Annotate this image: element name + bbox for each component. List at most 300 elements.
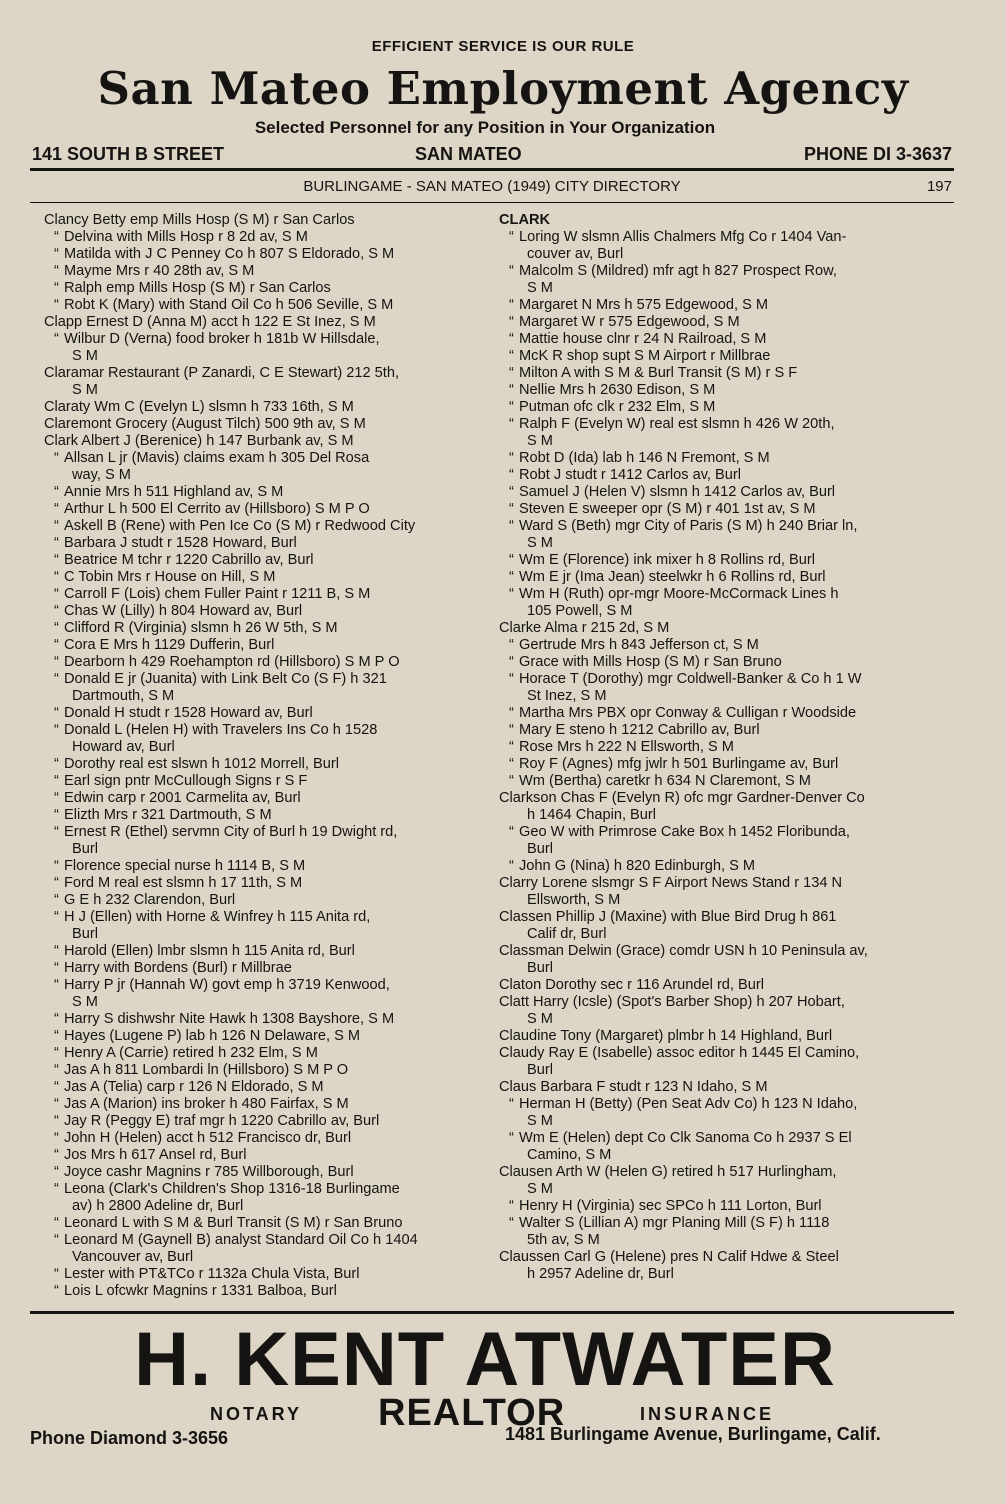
- directory-entry: [499, 467, 957, 484]
- entry-text: Samuel J (Helen V) slsmn h 1412 Carlos av, Burl: [519, 484, 836, 500]
- directory-entry: [499, 790, 957, 807]
- directory-entry: [44, 926, 502, 943]
- entry-text: C Tobin Mrs r House on Hill, S M: [64, 569, 276, 585]
- ditto-mark: “: [509, 314, 514, 330]
- entry-text: S M: [72, 994, 98, 1010]
- directory-entry: [499, 722, 957, 739]
- ditto-mark: “: [54, 603, 59, 619]
- entry-text: S M: [527, 1181, 553, 1197]
- ditto-mark: “: [509, 722, 514, 738]
- ditto-mark: “: [509, 1215, 514, 1231]
- ditto-mark: “: [54, 1266, 59, 1282]
- entry-text: Martha Mrs PBX opr Conway & Culligan r Woodside: [519, 705, 857, 721]
- directory-entry: [499, 433, 957, 450]
- entry-text: Calif dr, Burl: [527, 926, 607, 942]
- entry-text: Rose Mrs h 222 N Ellsworth, S M: [519, 739, 734, 755]
- entry-text: Milton A with S M & Burl Transit (S M) r S F: [519, 365, 798, 381]
- directory-entry: [44, 671, 502, 688]
- directory-entry: [44, 1283, 502, 1300]
- ditto-mark: “: [54, 671, 59, 687]
- directory-entry: [499, 841, 957, 858]
- entry-text: Robt J studt r 1412 Carlos av, Burl: [519, 467, 741, 483]
- directory-entry: [499, 1215, 957, 1232]
- directory-entry: [44, 1232, 502, 1249]
- realtor-address: 1481 Burlingame Avenue, Burlingame, Calif.: [505, 1424, 881, 1444]
- ditto-mark: “: [509, 1096, 514, 1112]
- entry-text: Robt K (Mary) with Stand Oil Co h 506 Seville, S M: [64, 297, 394, 313]
- ditto-mark: “: [509, 705, 514, 721]
- directory-entry: [44, 1130, 502, 1147]
- directory-entry: [44, 501, 502, 518]
- directory-entry: [499, 518, 957, 535]
- directory-entry: [44, 790, 502, 807]
- entry-text: Mattie house clnr r 24 N Railroad, S M: [519, 331, 767, 347]
- ditto-mark: “: [509, 331, 514, 347]
- ditto-mark: “: [54, 246, 59, 262]
- directory-entry: [499, 1249, 957, 1266]
- directory-entry: [499, 314, 957, 331]
- directory-entry: [44, 1147, 502, 1164]
- directory-entry: [499, 637, 957, 654]
- entry-text: Wilbur D (Verna) food broker h 181b W Hillsdale,: [64, 331, 380, 347]
- ditto-mark: “: [509, 382, 514, 398]
- entry-text: Ward S (Beth) mgr City of Paris (S M) h 240 Briar ln,: [519, 518, 858, 534]
- entry-text: Harry with Bordens (Burl) r Millbrae: [64, 960, 292, 976]
- directory-entry: [499, 569, 957, 586]
- directory-entry: [44, 620, 502, 637]
- directory-entry: [44, 280, 502, 297]
- ditto-mark: “: [54, 1028, 59, 1044]
- ditto-mark: “: [54, 892, 59, 908]
- entry-text: Nellie Mrs h 2630 Edison, S M: [519, 382, 716, 398]
- entry-text: Dartmouth, S M: [72, 688, 175, 704]
- directory-entry: [499, 450, 957, 467]
- ditto-mark: “: [54, 943, 59, 959]
- directory-entry: [499, 620, 957, 637]
- ditto-mark: “: [54, 331, 59, 347]
- ditto-mark: “: [509, 467, 514, 483]
- directory-entry: [499, 1198, 957, 1215]
- entry-text: Burl: [72, 926, 98, 942]
- entry-text: Carroll F (Lois) chem Fuller Paint r 1211 B, S M: [64, 586, 371, 602]
- entry-text: S M: [527, 535, 553, 551]
- ditto-mark: “: [54, 790, 59, 806]
- ditto-mark: “: [509, 484, 514, 500]
- entry-text: Claus Barbara F studt r 123 N Idaho, S M: [499, 1079, 768, 1095]
- entry-text: Edwin carp r 2001 Carmelita av, Burl: [64, 790, 301, 806]
- top-divider: [30, 168, 954, 171]
- directory-entry: [44, 1079, 502, 1096]
- ditto-mark: “: [54, 501, 59, 517]
- entry-text: Claraty Wm C (Evelyn L) slsmn h 733 16th, S M: [44, 399, 354, 415]
- directory-entry: [44, 416, 502, 433]
- directory-entry: [44, 518, 502, 535]
- directory-entry: [44, 314, 502, 331]
- directory-entry: [499, 280, 957, 297]
- directory-entry: [44, 977, 502, 994]
- directory-entry: [44, 943, 502, 960]
- entry-text: Robt D (Ida) lab h 146 N Fremont, S M: [519, 450, 770, 466]
- entry-text: Harry P jr (Hannah W) govt emp h 3719 Kenwood,: [64, 977, 390, 993]
- agency-city: SAN MATEO: [415, 144, 522, 164]
- directory-entry: [44, 875, 502, 892]
- ditto-mark: “: [54, 824, 59, 840]
- directory-entry: [44, 569, 502, 586]
- entry-text: Cora E Mrs h 1129 Dufferin, Burl: [64, 637, 275, 653]
- entry-text: Mary E steno h 1212 Cabrillo av, Burl: [519, 722, 760, 738]
- ditto-mark: “: [54, 518, 59, 534]
- ditto-mark: “: [509, 552, 514, 568]
- entry-text: John H (Helen) acct h 512 Francisco dr, Burl: [64, 1130, 352, 1146]
- directory-entry: [499, 263, 957, 280]
- directory-entry: [44, 994, 502, 1011]
- entry-text: Malcolm S (Mildred) mfr agt h 827 Prospect Row,: [519, 263, 837, 279]
- directory-entry: [44, 807, 502, 824]
- entry-text: Lester with PT&TCo r 1132a Chula Vista, Burl: [64, 1266, 360, 1282]
- ditto-mark: “: [54, 807, 59, 823]
- directory-entry: [499, 603, 957, 620]
- realtor-phone: Phone Diamond 3-3656: [30, 1428, 229, 1448]
- entry-text: Classen Phillip J (Maxine) with Blue Bird Drug h 861: [499, 909, 837, 925]
- ditto-mark: “: [54, 280, 59, 296]
- ditto-mark: “: [54, 705, 59, 721]
- directory-entry: [44, 1028, 502, 1045]
- entry-text: Leona (Clark's Children's Shop 1316-18 Burlingame: [64, 1181, 400, 1197]
- ditto-mark: “: [54, 1147, 59, 1163]
- service-realtor: REALTOR: [378, 1392, 566, 1434]
- directory-entry: [499, 671, 957, 688]
- directory-entry: [499, 484, 957, 501]
- entry-text: Mayme Mrs r 40 28th av, S M: [64, 263, 255, 279]
- directory-entry: [499, 1079, 957, 1096]
- ditto-mark: “: [54, 1062, 59, 1078]
- entry-text: Elizth Mrs r 321 Dartmouth, S M: [64, 807, 272, 823]
- entry-text: Horace T (Dorothy) mgr Coldwell-Banker & Co h 1 W: [519, 671, 862, 687]
- entry-text: Claudy Ray E (Isabelle) assoc editor h 1445 El Camino,: [499, 1045, 860, 1061]
- entry-text: S M: [527, 280, 553, 296]
- directory-entry: [44, 1266, 502, 1283]
- directory-entry: [44, 297, 502, 314]
- ditto-mark: “: [54, 1164, 59, 1180]
- directory-entry: [44, 756, 502, 773]
- ditto-mark: “: [509, 501, 514, 517]
- directory-title: BURLINGAME - SAN MATEO (1949) CITY DIRECTORY: [303, 178, 681, 195]
- entry-text: Jos Mrs h 617 Ansel rd, Burl: [64, 1147, 247, 1163]
- directory-entry: [44, 960, 502, 977]
- directory-entry: [44, 892, 502, 909]
- ditto-mark: “: [509, 450, 514, 466]
- entry-text: Jas A (Telia) carp r 126 N Eldorado, S M: [64, 1079, 324, 1095]
- directory-entry: [499, 1113, 957, 1130]
- entry-text: Wm (Bertha) caretkr h 634 N Claremont, S M: [519, 773, 811, 789]
- entry-text: Vancouver av, Burl: [72, 1249, 194, 1265]
- entry-text: Herman H (Betty) (Pen Seat Adv Co) h 123 N Idaho,: [519, 1096, 858, 1112]
- entry-text: 105 Powell, S M: [527, 603, 633, 619]
- left-column: [44, 212, 502, 1300]
- directory-entry: [499, 824, 957, 841]
- directory-entry: [44, 450, 502, 467]
- ditto-mark: “: [54, 450, 59, 466]
- entry-text: Harry S dishwshr Nite Hawk h 1308 Bayshore, S M: [64, 1011, 395, 1027]
- directory-entry: [499, 756, 957, 773]
- ditto-mark: “: [509, 518, 514, 534]
- ditto-mark: “: [54, 1232, 59, 1248]
- ditto-mark: “: [509, 229, 514, 245]
- directory-entry: [44, 722, 502, 739]
- entry-text: S M: [527, 1113, 553, 1129]
- entry-text: S M: [72, 382, 98, 398]
- entry-text: Clarke Alma r 215 2d, S M: [499, 620, 670, 636]
- entry-text: Ralph F (Evelyn W) real est slsmn h 426 W 20th,: [519, 416, 835, 432]
- ditto-mark: “: [54, 722, 59, 738]
- entry-text: Joyce cashr Magnins r 785 Willborough, Burl: [64, 1164, 354, 1180]
- entry-text: Margaret W r 575 Edgewood, S M: [519, 314, 740, 330]
- ditto-mark: “: [509, 399, 514, 415]
- ditto-mark: “: [54, 909, 59, 925]
- ditto-mark: “: [509, 654, 514, 670]
- directory-entry: [499, 705, 957, 722]
- entry-text: Burl: [527, 960, 553, 976]
- directory-entry: [44, 535, 502, 552]
- entry-text: Henry H (Virginia) sec SPCo h 111 Lorton, Burl: [519, 1198, 822, 1214]
- entry-text: Clarry Lorene slsmgr S F Airport News Stand r 134 N: [499, 875, 843, 891]
- ditto-mark: “: [54, 569, 59, 585]
- entry-text: Walter S (Lillian A) mgr Planing Mill (S F) h 1118: [519, 1215, 830, 1231]
- entry-text: Claudine Tony (Margaret) plmbr h 14 Highland, Burl: [499, 1028, 833, 1044]
- directory-entry: [44, 603, 502, 620]
- entry-text: Wm E jr (Ima Jean) steelwkr h 6 Rollins rd, Burl: [519, 569, 826, 585]
- ditto-mark: “: [509, 671, 514, 687]
- directory-entry: [499, 926, 957, 943]
- entry-text: Hayes (Lugene P) lab h 126 N Delaware, S M: [64, 1028, 361, 1044]
- directory-entry: [44, 1181, 502, 1198]
- entry-text: h 2957 Adeline dr, Burl: [527, 1266, 674, 1282]
- ditto-mark: “: [54, 756, 59, 772]
- directory-entry: [44, 467, 502, 484]
- service-insurance: INSURANCE: [640, 1404, 775, 1424]
- directory-entry: [499, 1130, 957, 1147]
- entry-text: Claton Dorothy sec r 116 Arundel rd, Burl: [499, 977, 764, 993]
- entry-text: Claremont Grocery (August Tilch) 500 9th av, S M: [44, 416, 366, 432]
- entry-text: Ellsworth, S M: [527, 892, 621, 908]
- directory-entry: [499, 552, 957, 569]
- ditto-mark: “: [54, 773, 59, 789]
- entry-text: H J (Ellen) with Horne & Winfrey h 115 Anita rd,: [64, 909, 371, 925]
- directory-entry: [499, 807, 957, 824]
- right-column: [499, 212, 957, 1283]
- directory-entry: [499, 994, 957, 1011]
- entry-text: Classman Delwin (Grace) comdr USN h 10 Peninsula av,: [499, 943, 868, 959]
- entry-text: Ford M real est slsmn h 17 11th, S M: [64, 875, 303, 891]
- directory-entry: [44, 1011, 502, 1028]
- ditto-mark: “: [509, 637, 514, 653]
- directory-entry: [499, 1147, 957, 1164]
- directory-entry: [44, 382, 502, 399]
- ditto-mark: “: [509, 1198, 514, 1214]
- agency-tagline: Selected Personnel for any Position in Your Organization: [254, 118, 716, 137]
- directory-entry: [499, 739, 957, 756]
- entry-text: Annie Mrs h 511 Highland av, S M: [64, 484, 284, 500]
- directory-entry: [44, 824, 502, 841]
- entry-text: Lois L ofcwkr Magnins r 1331 Balboa, Burl: [64, 1283, 337, 1299]
- entry-text: Gertrude Mrs h 843 Jefferson ct, S M: [519, 637, 759, 653]
- directory-entry: [499, 1096, 957, 1113]
- ditto-mark: “: [54, 1181, 59, 1197]
- directory-entry: [499, 416, 957, 433]
- directory-entry: [44, 212, 502, 229]
- directory-entry: [499, 1028, 957, 1045]
- directory-entry: [44, 1215, 502, 1232]
- entry-text: S M: [527, 433, 553, 449]
- running-header: [30, 178, 954, 198]
- directory-entry: [499, 1266, 957, 1283]
- ditto-mark: “: [54, 1215, 59, 1231]
- entry-text: Florence special nurse h 1114 B, S M: [64, 858, 306, 874]
- directory-entry: [499, 297, 957, 314]
- page-number: 197: [926, 178, 952, 195]
- directory-entry: [44, 1198, 502, 1215]
- realtor-name: H. KENT ATWATER: [134, 1317, 836, 1402]
- entry-text: way, S M: [72, 467, 131, 483]
- directory-entry: [44, 1249, 502, 1266]
- ditto-mark: “: [54, 875, 59, 891]
- directory-entry: [499, 365, 957, 382]
- directory-entry: [44, 246, 502, 263]
- ditto-mark: “: [54, 586, 59, 602]
- entry-text: Claussen Carl G (Helene) pres N Calif Hdwe & Steel: [499, 1249, 839, 1265]
- ditto-mark: “: [509, 263, 514, 279]
- ditto-mark: “: [54, 263, 59, 279]
- directory-entry: [499, 348, 957, 365]
- entry-text: Jas A h 811 Lombardi ln (Hillsboro) S M P O: [64, 1062, 349, 1078]
- entry-text: Wm E (Helen) dept Co Clk Sanoma Co h 2937 S El: [519, 1130, 852, 1146]
- entry-text: Steven E sweeper opr (S M) r 401 1st av, S M: [519, 501, 816, 517]
- entry-text: Donald E jr (Juanita) with Link Belt Co (S F) h 321: [64, 671, 387, 687]
- directory-entry: [44, 1062, 502, 1079]
- ditto-mark: “: [54, 1079, 59, 1095]
- directory-entry: [499, 654, 957, 671]
- realtor-ad: [0, 1312, 1006, 1504]
- directory-entry: [44, 654, 502, 671]
- directory-entry: [499, 246, 957, 263]
- directory-entry: [499, 943, 957, 960]
- ditto-mark: “: [54, 297, 59, 313]
- directory-entry: [44, 773, 502, 790]
- directory-entry: [499, 1045, 957, 1062]
- ditto-mark: “: [54, 1113, 59, 1129]
- directory-entry: [44, 552, 502, 569]
- ditto-mark: “: [509, 824, 514, 840]
- directory-entry: [499, 1232, 957, 1249]
- directory-entry: [499, 1164, 957, 1181]
- ditto-mark: “: [54, 535, 59, 551]
- ditto-mark: “: [509, 773, 514, 789]
- directory-entry: [499, 977, 957, 994]
- entry-text: Chas W (Lilly) h 804 Howard av, Burl: [64, 603, 303, 619]
- entry-text: Howard av, Burl: [72, 739, 175, 755]
- entry-text: Leonard M (Gaynell B) analyst Standard Oil Co h 1404: [64, 1232, 418, 1248]
- directory-entry: [499, 875, 957, 892]
- entry-text: G E h 232 Clarendon, Burl: [64, 892, 236, 908]
- ditto-mark: “: [509, 297, 514, 313]
- entry-text: Donald L (Helen H) with Travelers Ins Co h 1528: [64, 722, 378, 738]
- directory-entry: [44, 909, 502, 926]
- directory-entry: [499, 586, 957, 603]
- directory-entry: [44, 484, 502, 501]
- ditto-mark: “: [54, 960, 59, 976]
- ditto-mark: “: [54, 620, 59, 636]
- directory-entry: [44, 1113, 502, 1130]
- header-divider: [30, 202, 954, 203]
- entry-text: av) h 2800 Adeline dr, Burl: [72, 1198, 244, 1214]
- agency-street: 141 SOUTH B STREET: [32, 144, 225, 164]
- entry-text: Henry A (Carrie) retired h 232 Elm, S M: [64, 1045, 318, 1061]
- entry-text: Dorothy real est slswn h 1012 Morrell, Burl: [64, 756, 339, 772]
- directory-entry: [44, 637, 502, 654]
- ditto-mark: “: [54, 1096, 59, 1112]
- entry-text: Claramar Restaurant (P Zanardi, C E Stewart) 212 5th,: [44, 365, 399, 381]
- ditto-mark: “: [54, 552, 59, 568]
- ditto-mark: “: [54, 229, 59, 245]
- entry-text: McK R shop supt S M Airport r Millbrae: [519, 348, 771, 364]
- entry-text: Barbara J studt r 1528 Howard, Burl: [64, 535, 297, 551]
- entry-text: Donald H studt r 1528 Howard av, Burl: [64, 705, 313, 721]
- directory-entry: [499, 331, 957, 348]
- directory-entry: [44, 348, 502, 365]
- entry-text: Leonard L with S M & Burl Transit (S M) r San Bruno: [64, 1215, 403, 1231]
- directory-entry: [44, 1045, 502, 1062]
- ditto-mark: “: [54, 977, 59, 993]
- entry-text: Wm E (Florence) ink mixer h 8 Rollins rd, Burl: [519, 552, 815, 568]
- column-heading: [499, 212, 957, 229]
- directory-entry: [44, 858, 502, 875]
- entry-text: Clatt Harry (Icsle) (Spot's Barber Shop) h 207 Hobart,: [499, 994, 845, 1010]
- ditto-mark: “: [509, 569, 514, 585]
- entry-text: h 1464 Chapin, Burl: [527, 807, 656, 823]
- directory-entry: [499, 501, 957, 518]
- entry-text: Earl sign pntr McCullough Signs r S F: [64, 773, 308, 789]
- directory-entry: [44, 688, 502, 705]
- entry-text: Matilda with J C Penney Co h 807 S Eldorado, S M: [64, 246, 395, 262]
- ditto-mark: “: [54, 1011, 59, 1027]
- ditto-mark: “: [509, 739, 514, 755]
- entry-text: Delvina with Mills Hosp r 8 2d av, S M: [64, 229, 308, 245]
- directory-entry: [499, 909, 957, 926]
- entry-text: couver av, Burl: [527, 246, 624, 262]
- directory-entry: [44, 433, 502, 450]
- ditto-mark: “: [54, 654, 59, 670]
- ditto-mark: “: [54, 1045, 59, 1061]
- directory-entry: [499, 1011, 957, 1028]
- entry-text: Clancy Betty emp Mills Hosp (S M) r San Carlos: [44, 212, 355, 228]
- entry-text: Loring W slsmn Allis Chalmers Mfg Co r 1404 Van-: [519, 229, 847, 245]
- ditto-mark: “: [509, 858, 514, 874]
- service-notary: NOTARY: [210, 1404, 302, 1424]
- directory-entry: [44, 1096, 502, 1113]
- ditto-mark: “: [54, 484, 59, 500]
- entry-text: Wm H (Ruth) opr-mgr Moore-McCormack Lines h: [519, 586, 839, 602]
- entry-text: Clarkson Chas F (Evelyn R) ofc mgr Gardner-Denver Co: [499, 790, 865, 806]
- ditto-mark: “: [509, 365, 514, 381]
- entry-text: Dearborn h 429 Roehampton rd (Hillsboro) S M P O: [64, 654, 400, 670]
- employment-agency-ad: [0, 0, 1006, 175]
- directory-entry: [499, 773, 957, 790]
- entry-text: Camino, S M: [527, 1147, 612, 1163]
- entry-text: Ernest R (Ethel) servmn City of Burl h 19 Dwight rd,: [64, 824, 398, 840]
- directory-entry: [499, 960, 957, 977]
- entry-text: 5th av, S M: [527, 1232, 600, 1248]
- entry-text: Grace with Mills Hosp (S M) r San Bruno: [519, 654, 782, 670]
